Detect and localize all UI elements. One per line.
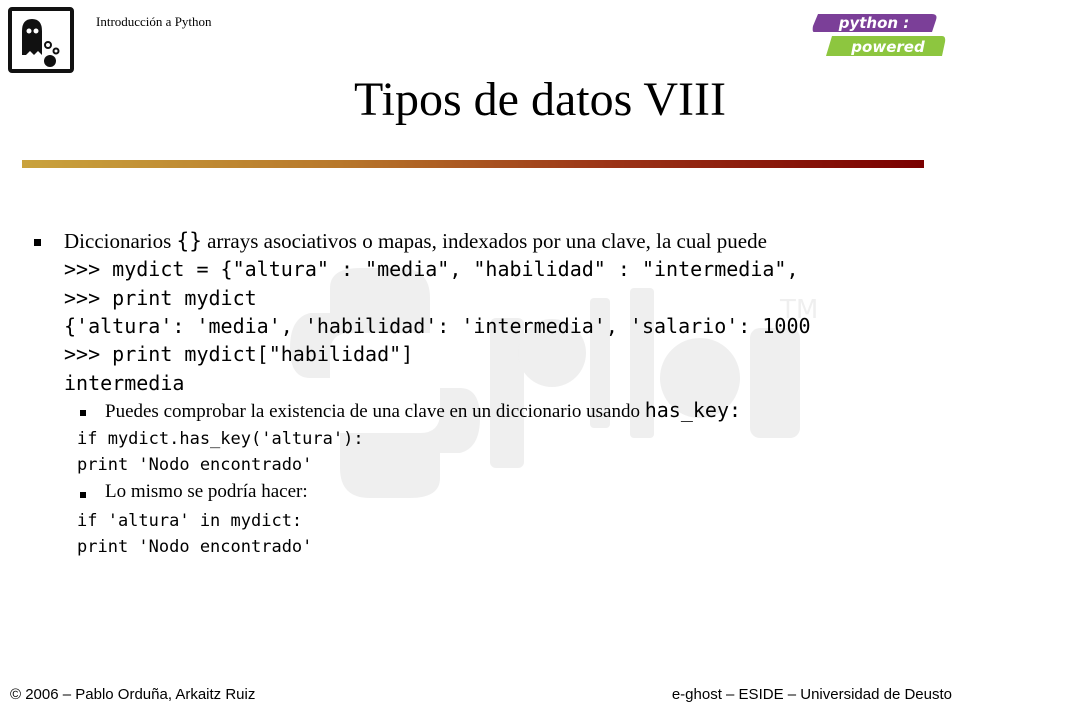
- inline-code-has-key: has_key:: [644, 398, 742, 422]
- title-divider: [22, 160, 924, 168]
- sub-bullet-text: Puedes comprobar la existencia de una clave en un diccionario usando: [105, 401, 645, 422]
- python-powered-logo: [812, 12, 946, 58]
- code-line: intermedia: [64, 371, 185, 395]
- sub-bullet-marker: [80, 410, 86, 416]
- bullet-text-after: arrays asociativos o mapas, indexados por una clave, la cual puede: [201, 229, 767, 253]
- slide-title: Tipos de datos VIII: [353, 73, 727, 126]
- sub-bullet-has-key: [105, 398, 741, 423]
- sub-bullet-marker: [80, 492, 86, 498]
- code-line: if mydict.has_key('altura'):: [77, 429, 364, 449]
- code-line: print 'Nodo encontrado': [77, 537, 313, 557]
- bullet-marker: [34, 239, 41, 246]
- sub-bullet-in: Lo mismo se podría hacer:: [105, 481, 308, 502]
- bullet-text-before: Diccionarios: [64, 229, 177, 253]
- bullet-diccionarios: [64, 229, 767, 254]
- footer-right: e-ghost – ESIDE – Universidad de Deusto: [671, 686, 952, 703]
- code-line: >>> print mydict["habilidad"]: [64, 342, 414, 366]
- footer-left: © 2006 – Pablo Orduña, Arkaitz Ruiz: [10, 686, 256, 703]
- code-line: print 'Nodo encontrado': [77, 455, 313, 475]
- code-line: {'altura': 'media', 'habilidad': 'intermedia', 'salario': 1000: [64, 314, 811, 338]
- code-line: if 'altura' in mydict:: [77, 511, 303, 531]
- svg-text:python :: python :: [838, 14, 910, 32]
- svg-text:powered: powered: [851, 38, 925, 56]
- code-line: >>> mydict = {"altura" : "media", "habilidad" : "intermedia",: [64, 257, 799, 281]
- code-line: >>> print mydict: [64, 286, 257, 310]
- svg-text:TM: TM: [780, 295, 819, 325]
- python-watermark: [290, 258, 819, 508]
- inline-code-braces: {}: [176, 229, 202, 253]
- ghost-icon: [12, 11, 70, 69]
- course-title: Introducción a Python: [96, 14, 212, 29]
- eghost-logo: [8, 7, 74, 73]
